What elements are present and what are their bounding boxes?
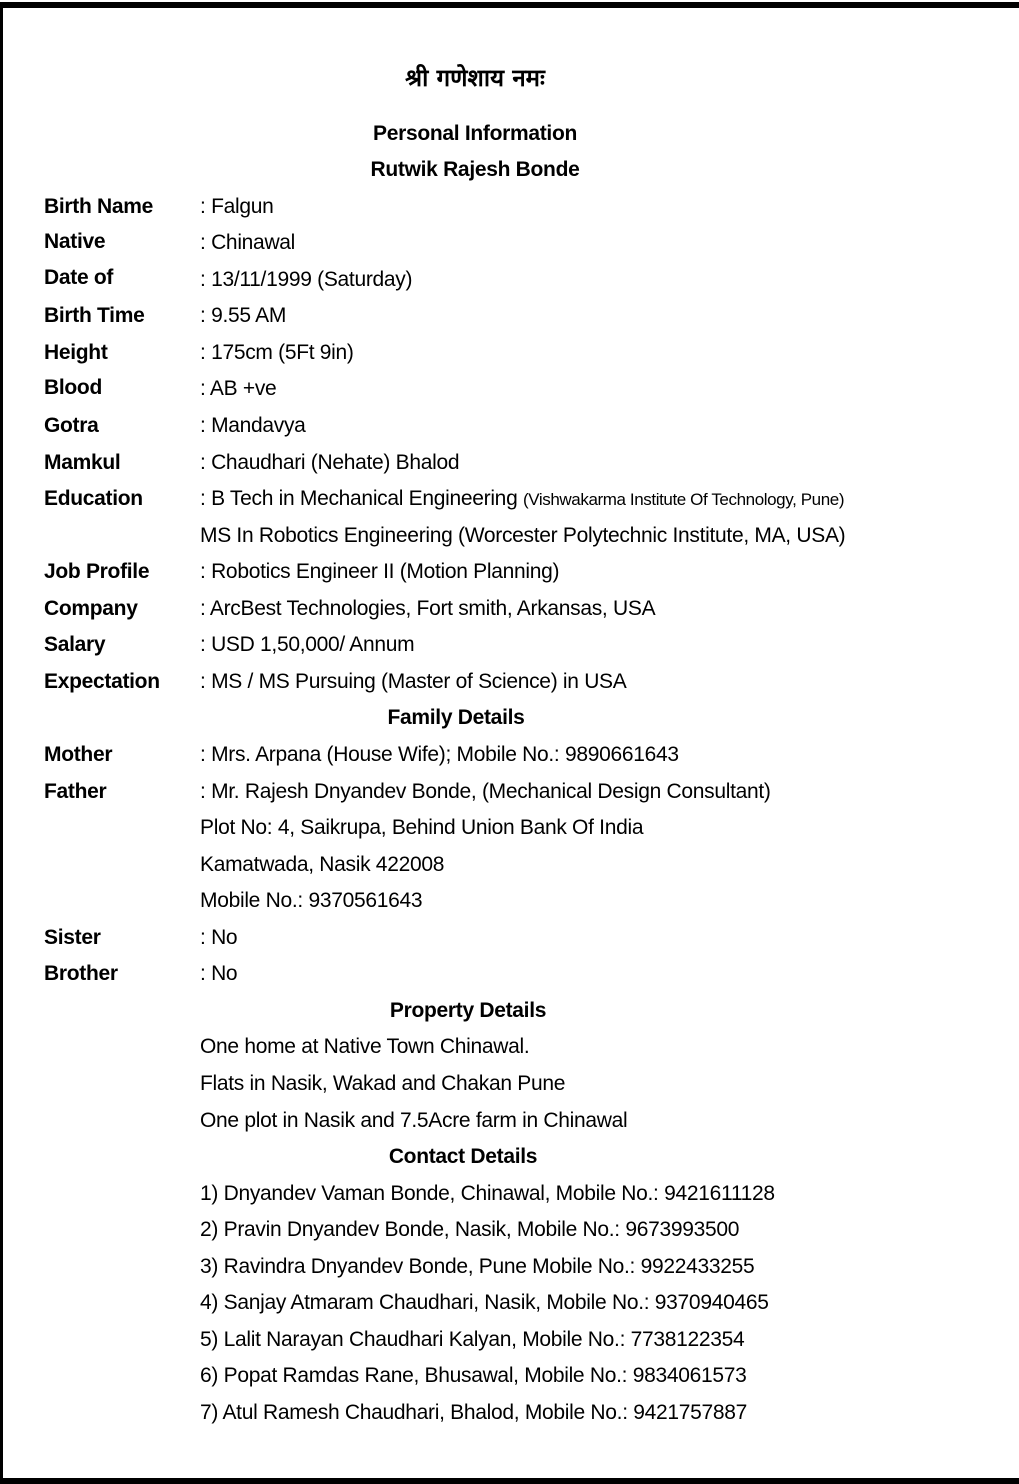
field-label: Height bbox=[44, 341, 108, 364]
field-value bbox=[200, 486, 844, 513]
field-label: Expectation bbox=[44, 670, 160, 693]
field-value-continued: MS In Robotics Engineering (Worcester Polytechnic Institute, MA, USA) bbox=[200, 524, 846, 547]
page-border-bottom bbox=[0, 1478, 1019, 1484]
property-item: One home at Native Town Chinawal. bbox=[200, 1035, 530, 1058]
contact-item: 2) Pravin Dnyandev Bonde, Nasik, Mobile No.: 9673993500 bbox=[200, 1218, 740, 1241]
contact-item: 4) Sanjay Atmaram Chaudhari, Nasik, Mobile No.: 9370940465 bbox=[200, 1291, 769, 1314]
field-value: : Chinawal bbox=[200, 231, 296, 254]
contact-item: 7) Atul Ramesh Chaudhari, Bhalod, Mobile No.: 9421757887 bbox=[200, 1401, 748, 1424]
field-value: : Falgun bbox=[200, 195, 274, 218]
contact-item: 3) Ravindra Dnyandev Bonde, Pune Mobile No.: 9922433255 bbox=[200, 1255, 755, 1278]
person-name: Rutwik Rajesh Bonde bbox=[370, 158, 580, 181]
contact-item: 1) Dnyandev Vaman Bonde, Chinawal, Mobile No.: 9421611128 bbox=[200, 1182, 775, 1205]
field-value: : ArcBest Technologies, Fort smith, Arkansas, USA bbox=[200, 597, 656, 620]
father-address-line: Plot No: 4, Saikrupa, Behind Union Bank Of India bbox=[200, 816, 644, 839]
page-border-left bbox=[0, 2, 3, 1484]
invocation-heading: श्री गणेशाय नमः bbox=[405, 64, 545, 92]
field-label: Native bbox=[44, 230, 106, 253]
field-label: Gotra bbox=[44, 414, 99, 437]
field-label: Company bbox=[44, 597, 138, 620]
field-value: : MS / MS Pursuing (Master of Science) in USA bbox=[200, 670, 627, 693]
field-label: Salary bbox=[44, 633, 106, 656]
field-label: Education bbox=[44, 487, 143, 510]
field-value: : Mr. Rajesh Dnyandev Bonde, (Mechanical Design Consultant) bbox=[200, 780, 771, 803]
section-title-family: Family Details bbox=[387, 706, 525, 729]
field-value: : Chaudhari (Nehate) Bhalod bbox=[200, 451, 460, 474]
field-value: : Mandavya bbox=[200, 414, 306, 437]
field-value: : No bbox=[200, 926, 238, 949]
field-label: Father bbox=[44, 780, 107, 803]
field-label: Brother bbox=[44, 962, 118, 985]
field-label: Date of bbox=[44, 266, 114, 289]
contact-item: 6) Popat Ramdas Rane, Bhusawal, Mobile No.: 9834061573 bbox=[200, 1364, 747, 1387]
field-value: : Mrs. Arpana (House Wife); Mobile No.: 9890661643 bbox=[200, 743, 679, 766]
field-label: Blood bbox=[44, 376, 102, 399]
education-degree: : B Tech in Mechanical Engineering bbox=[200, 487, 518, 510]
field-value: : Robotics Engineer II (Motion Planning) bbox=[200, 560, 560, 583]
property-item: One plot in Nasik and 7.5Acre farm in Chinawal bbox=[200, 1109, 628, 1132]
field-value: : 13/11/1999 (Saturday) bbox=[200, 268, 413, 291]
section-title-personal: Personal Information bbox=[372, 122, 578, 145]
field-label: Birth Name bbox=[44, 195, 154, 218]
education-institute: (Vishwakarma Institute Of Technology, Pune) bbox=[523, 490, 845, 509]
field-label: Sister bbox=[44, 926, 101, 949]
field-value: : USD 1,50,000/ Annum bbox=[200, 633, 415, 656]
father-address-line: Kamatwada, Nasik 422008 bbox=[200, 853, 445, 876]
field-label: Birth Time bbox=[44, 304, 145, 327]
field-value: : 175cm (5Ft 9in) bbox=[200, 341, 354, 364]
field-label: Mamkul bbox=[44, 451, 121, 474]
property-item: Flats in Nasik, Wakad and Chakan Pune bbox=[200, 1072, 566, 1095]
section-title-contacts: Contact Details bbox=[388, 1145, 538, 1168]
contact-item: 5) Lalit Narayan Chaudhari Kalyan, Mobile No.: 7738122354 bbox=[200, 1328, 745, 1351]
field-value: : 9.55 AM bbox=[200, 304, 287, 327]
field-label: Job Profile bbox=[44, 560, 150, 583]
page-border-top bbox=[0, 2, 1019, 8]
section-title-property: Property Details bbox=[389, 999, 547, 1022]
field-value: : No bbox=[200, 962, 238, 985]
father-mobile: Mobile No.: 9370561643 bbox=[200, 889, 423, 912]
field-label: Mother bbox=[44, 743, 113, 766]
field-value: : AB +ve bbox=[200, 377, 277, 400]
